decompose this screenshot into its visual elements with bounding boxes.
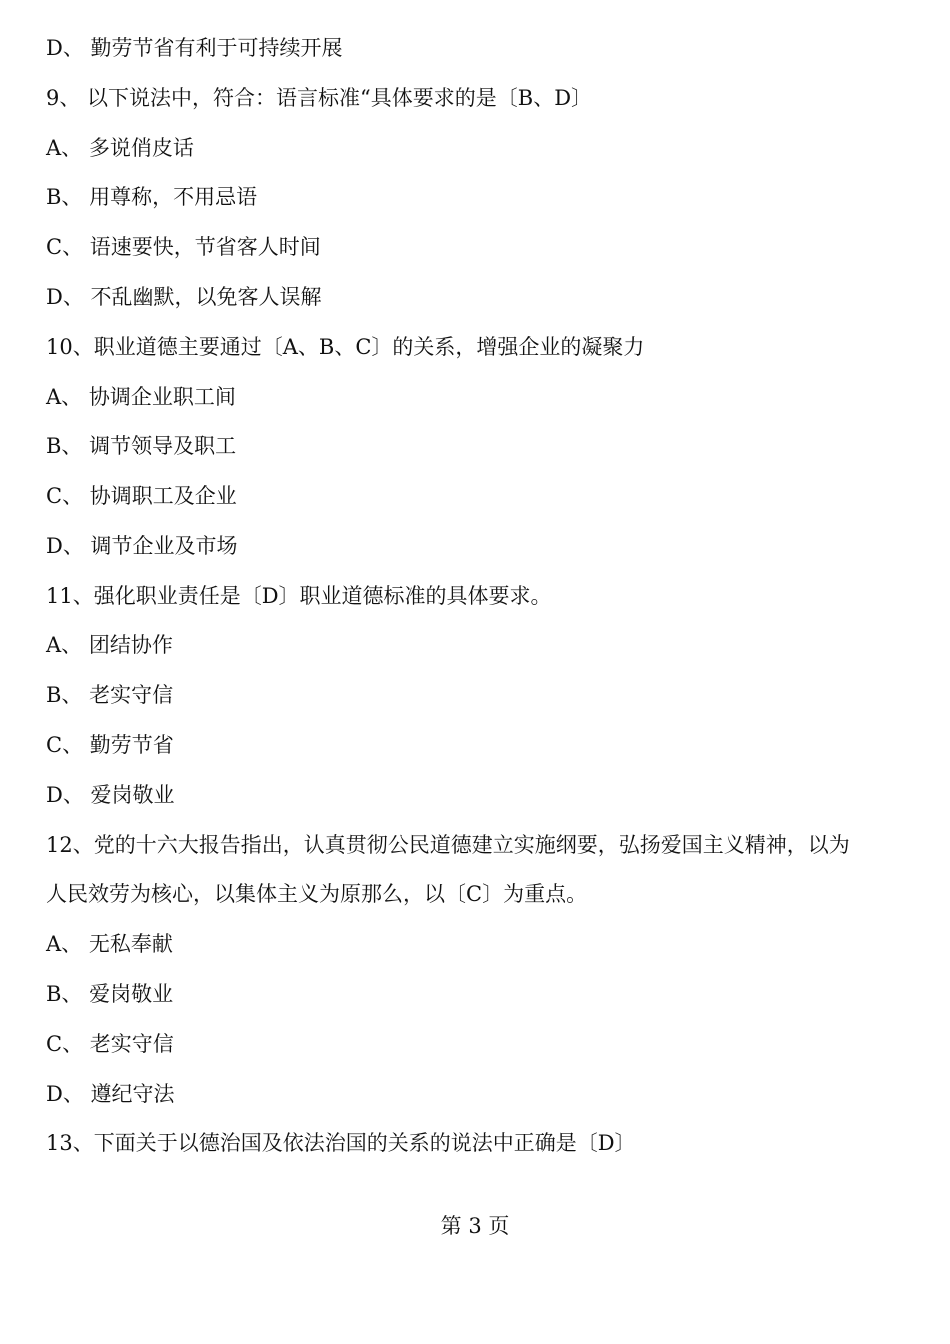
page-number: 第 3 页	[440, 1214, 510, 1238]
q13-question: 13、下面关于以德治国及依法治国的关系的说法中正确是〔D〕	[46, 1131, 636, 1155]
q12-option-b: B、 爱岗敬业	[46, 982, 174, 1006]
q12-option-c: C、 老实守信	[46, 1032, 174, 1056]
q8-option-d: D、 勤劳节省有利于可持续开展	[46, 36, 343, 60]
q9-question: 9、 以下说法中，符合：语言标准“具体要求的是〔B、D〕	[46, 86, 593, 110]
q11-option-d: D、 爱岗敬业	[46, 783, 175, 807]
q11-option-b: B、 老实守信	[46, 683, 174, 707]
q11-option-a: A、 团结协作	[46, 633, 173, 657]
q10-option-c: C、 协调职工及企业	[46, 484, 237, 508]
q10-option-a: A、 协调企业职工间	[46, 385, 236, 409]
q12-option-d: D、 遵纪守法	[46, 1082, 175, 1106]
q11-question: 11、强化职业责任是〔D〕职业道德标准的具体要求。	[46, 584, 552, 608]
q9-option-d: D、 不乱幽默，以免客人误解	[46, 285, 322, 309]
q12-question-line2: 人民效劳为核心，以集体主义为原那么，以〔C〕为重点。	[46, 882, 588, 906]
q11-option-c: C、 勤劳节省	[46, 733, 174, 757]
q10-question: 10、职业道德主要通过〔A、B、C〕的关系，增强企业的凝聚力	[46, 335, 645, 359]
q9-option-c: C、 语速要快，节省客人时间	[46, 235, 321, 259]
q9-option-b: B、 用尊称，不用忌语	[46, 185, 258, 209]
q12-question-line1: 12、党的十六大报告指出，认真贯彻公民道德建立实施纲要，弘扬爱国主义精神，以为	[46, 833, 850, 857]
q10-option-d: D、 调节企业及市场	[46, 534, 238, 558]
q9-option-a: A、 多说俏皮话	[46, 136, 194, 160]
q12-option-a: A、 无私奉献	[46, 932, 173, 956]
q10-option-b: B、 调节领导及职工	[46, 434, 237, 458]
